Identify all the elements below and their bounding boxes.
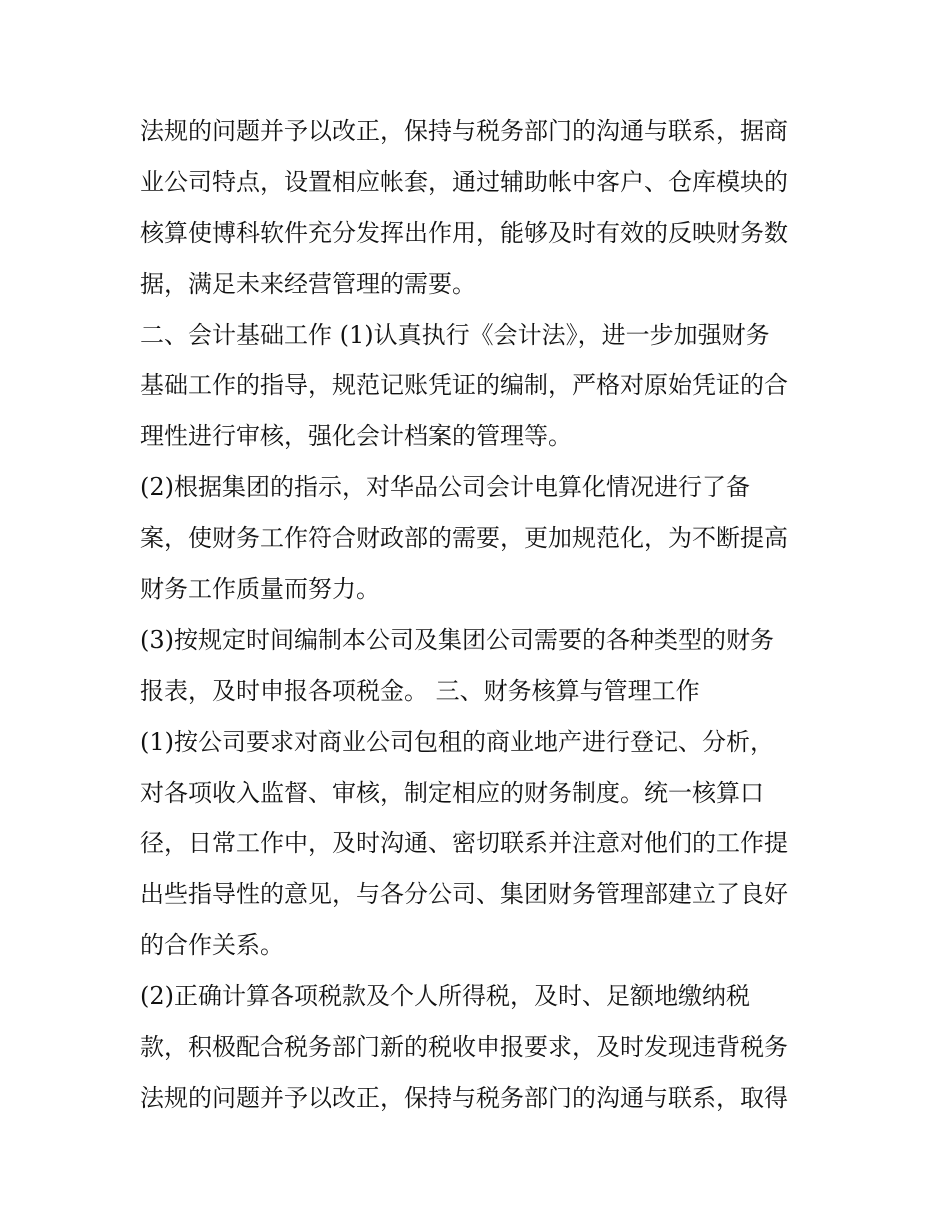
- text-line: 径，日常工作中，及时沟通、密切联系并注意对他们的工作提: [140, 829, 788, 858]
- text-line: 法规的问题并予以改正，保持与税务部门的沟通与联系，据商: [140, 117, 788, 145]
- text-line: (2)根据集团的指示，对华品公司会计电算化情况进行了备: [140, 473, 750, 502]
- text-line: 财务工作质量而努力。: [140, 575, 380, 604]
- text-line: 款，积极配合税务部门新的税收申报要求，及时发现违背税务: [140, 1033, 788, 1062]
- text-line: 报表，及时申报各项税金。 三、财务核算与管理工作: [140, 676, 700, 705]
- body-text: [140, 106, 830, 1124]
- text-line: 的合作关系。: [140, 931, 284, 960]
- text-line: 出些指导性的意见，与各分公司、集团财务管理部建立了良好: [140, 880, 788, 909]
- text-line: (2)正确计算各项税款及个人所得税，及时、足额地缴纳税: [140, 982, 750, 1011]
- text-line: 法规的问题并予以改正，保持与税务部门的沟通与联系，取得: [140, 1083, 788, 1112]
- text-line: 核算使博科软件充分发挥出作用，能够及时有效的反映财务数: [140, 218, 788, 247]
- text-line: 据，满足未来经营管理的需要。: [140, 269, 476, 298]
- text-line: 对各项收入监督、审核，制定相应的财务制度。统一核算口: [140, 778, 764, 807]
- text-line: 业公司特点，设置相应帐套，通过辅助帐中客户、仓库模块的: [140, 167, 788, 196]
- text-line: 理性进行审核，强化会计档案的管理等。: [140, 422, 572, 451]
- text-line: 基础工作的指导，规范记账凭证的编制，严格对原始凭证的合: [140, 371, 788, 400]
- text-line: (1)按公司要求对商业公司包租的商业地产进行登记、分析，: [140, 727, 774, 756]
- text-line: (3)按规定时间编制本公司及集团公司需要的各种类型的财务: [140, 625, 774, 654]
- text-line: 案，使财务工作符合财政部的需要，更加规范化，为不断提高: [140, 524, 788, 553]
- text-line: 二、会计基础工作 (1)认真执行《会计法》，进一步加强财务: [140, 320, 770, 349]
